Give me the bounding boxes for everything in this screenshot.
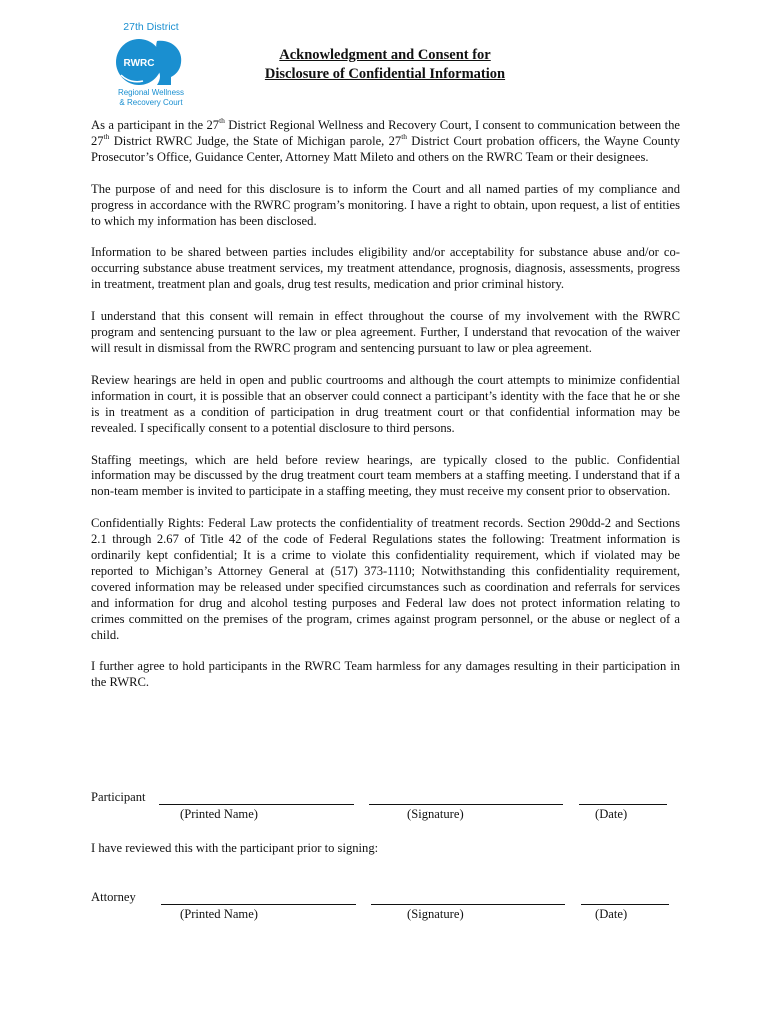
attorney-printed-name-caption: (Printed Name)	[180, 907, 258, 921]
paragraph-review-hearings: Review hearings are held in open and public courtrooms and although the court attempts to minimize confidential information in court, it is possible that an observer could connect a participant’s identity with the face that he or she is in treatment as a condition of participation in drug treatment court or that confidential information may be revealed. I specifically consent to a potential disclosure to third persons.	[91, 372, 680, 435]
court-logo	[104, 22, 198, 110]
logo-subtitle-line1: Regional Wellness	[117, 88, 185, 97]
attorney-date-line[interactable]	[581, 892, 669, 905]
participant-signature-block	[91, 790, 681, 830]
attorney-label: Attorney	[91, 890, 136, 904]
attorney-signature-line[interactable]	[371, 892, 565, 905]
review-statement: I have reviewed this with the participant prior to signing:	[91, 841, 379, 855]
participant-date-line[interactable]	[579, 792, 667, 805]
participant-signature-caption: (Signature)	[407, 807, 464, 821]
document-title	[200, 46, 570, 84]
logo-district-text: 27th District	[123, 21, 179, 33]
attorney-signature-block	[91, 890, 681, 930]
participant-printed-name-caption: (Printed Name)	[180, 807, 258, 821]
paragraph-information-shared: Information to be shared between parties includes eligibility and/or acceptability for substance abuse and/or co-occurring substance abuse treatment services, my treatment attendance, prognosis, diagnosis, assessments, progress in treatment, treatment plan and goals, drug test results, medication and prior criminal history.	[91, 245, 680, 292]
paragraph-staffing-meetings: Staffing meetings, which are held before review hearings, are typically closed to the public. Confidential information may be discussed by the drug treatment court team members at a staffing meeting. I understand that if a non-team member is invited to participate in a staffing meeting, they must receive my consent prior to observation.	[91, 452, 680, 499]
logo-subtitle-line2: & Recovery Court	[119, 98, 183, 107]
participant-signature-line[interactable]	[369, 792, 563, 805]
title-line-2: Disclosure of Confidential Information	[264, 66, 506, 82]
paragraph-purpose: The purpose of and need for this disclosure is to inform the Court and all named parties of my compliance and progress in accordance with the RWRC program’s monitoring. I have a right to obtain, upon request, a list of entities to which my information has been disclosed.	[91, 181, 680, 228]
rwrc-emblem-icon	[113, 35, 189, 87]
logo-badge-text: RWRC	[123, 58, 155, 69]
paragraph-hold-harmless: I further agree to hold participants in the RWRC Team harmless for any damages resulting in their participation in the RWRC.	[91, 659, 680, 690]
paragraph-consent-duration: I understand that this consent will remain in effect throughout the course of my involvement with the RWRC program and sentencing pursuant to the law or plea agreement. Further, I understand that revocation of the waiver will result in dismissal from the RWRC program and sentencing pursuant to law or plea agreement.	[91, 309, 680, 355]
paragraph-confidentiality-rights: Confidentially Rights: Federal Law protects the confidentiality of treatment records. Section 290dd-2 and Sections 2.1 through 2.67 of Title 42 of the code of Federal Regulations states the following: Treatment information is ordinarily kept confidential; It is a crime to violate this confidentiality requirement, which if violated may be reported to Michigan’s Attorney General at (517) 373-1110; Notwithstanding this confidentiality requirement, covered information may be released under specified circumstances such as coordination and referrals for services and information for drug and alcohol testing purposes and Federal law does not protect information relating to crimes committed on the premises of the program, crimes against program personnel, or the abuse or neglect of a child.	[91, 516, 680, 642]
participant-date-caption: (Date)	[595, 807, 628, 821]
consent-body	[91, 118, 680, 707]
participant-label: Participant	[91, 790, 146, 804]
attorney-date-caption: (Date)	[595, 907, 628, 921]
attorney-printed-name-line[interactable]	[161, 892, 356, 905]
title-line-1: Acknowledgment and Consent for	[279, 47, 491, 63]
participant-printed-name-line[interactable]	[159, 792, 354, 805]
attorney-signature-caption: (Signature)	[407, 907, 464, 921]
paragraph-participant-consent: As a participant in the 27th District Regional Wellness and Recovery Court, I consent to communication between the 27th District RWRC Judge, the State of Michigan parole, 27th District Court probation officers, the Wayne County Prosecutor’s Office, Guidance Center, Attorney Matt Mileto and others on the RWRC Team or their designees.	[91, 116, 680, 164]
